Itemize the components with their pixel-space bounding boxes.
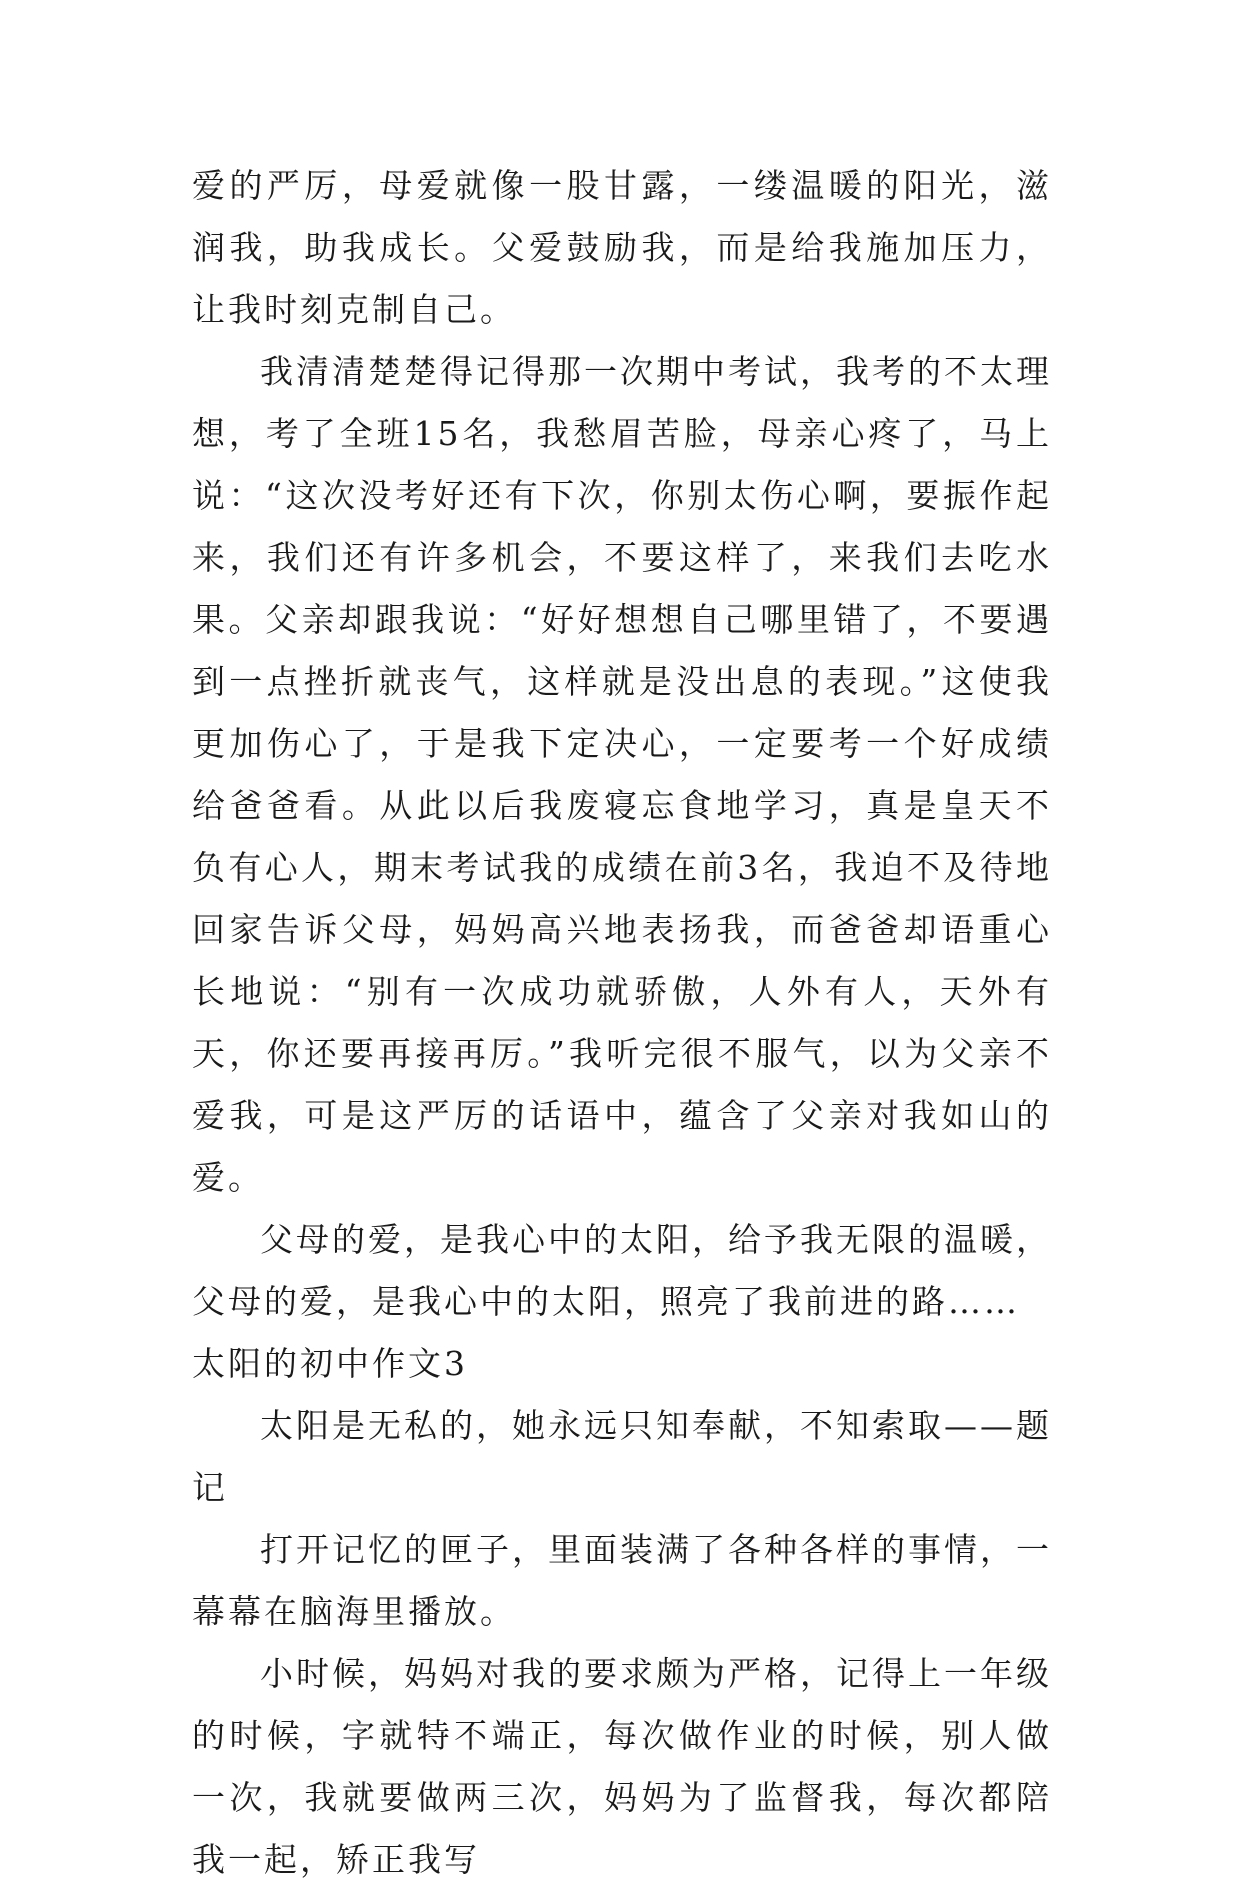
paragraph-1: 爱的严厉，母爱就像一股甘露，一缕温暖的阳光，滋润我，助我成长。父爱鼓励我，而是给我施加压力，让我时刻克制自己。 [192, 166, 1052, 329]
paragraph-6: 小时候，妈妈对我的要求颇为严格，记得上一年级的时候，字就特不端正，每次做作业的时候，别人做一次，我就要做两三次，妈妈为了监督我，每次都陪我一起，矫正我写 [192, 1654, 1052, 1879]
section-heading: 太阳的初中作文3 [192, 1344, 468, 1383]
paragraph-5: 打开记忆的匣子，里面装满了各种各样的事情，一幕幕在脑海里播放。 [192, 1530, 1052, 1631]
paragraph-4: 太阳是无私的，她永远只知奉献，不知索取——题记 [192, 1406, 1052, 1507]
paragraph-2: 我清清楚楚得记得那一次期中考试，我考的不太理想，考了全班15名，我愁眉苦脸，母亲心疼了，马上说：“这次没考好还有下次，你别太伤心啊，要振作起来，我们还有许多机会，不要这样了，来我们去吃水果。父亲却跟我说：“好好想想自己哪里错了，不要遇到一点挫折就丧气，这样就是没出息的表现。”这使我更加伤心了，于是我下定决心，一定要考一个好成绩给爸爸看。从此以后我废寝忘食地学习，真是皇天不负有心人，期末考试我的成绩在前3名，我迫不及待地回家告诉父母，妈妈高兴地表扬我，而爸爸却语重心长地说：“别有一次成功就骄傲，人外有人，天外有天，你还要再接再厉。”我听完很不服气，以为父亲不爱我，可是这严厉的话语中，蕴含了父亲对我如山的爱。 [192, 352, 1052, 1197]
paragraph-3: 父母的爱，是我心中的太阳，给予我无限的温暖，父母的爱，是我心中的太阳，照亮了我前进的路…… [192, 1220, 1052, 1321]
essay-body [192, 155, 1052, 1891]
